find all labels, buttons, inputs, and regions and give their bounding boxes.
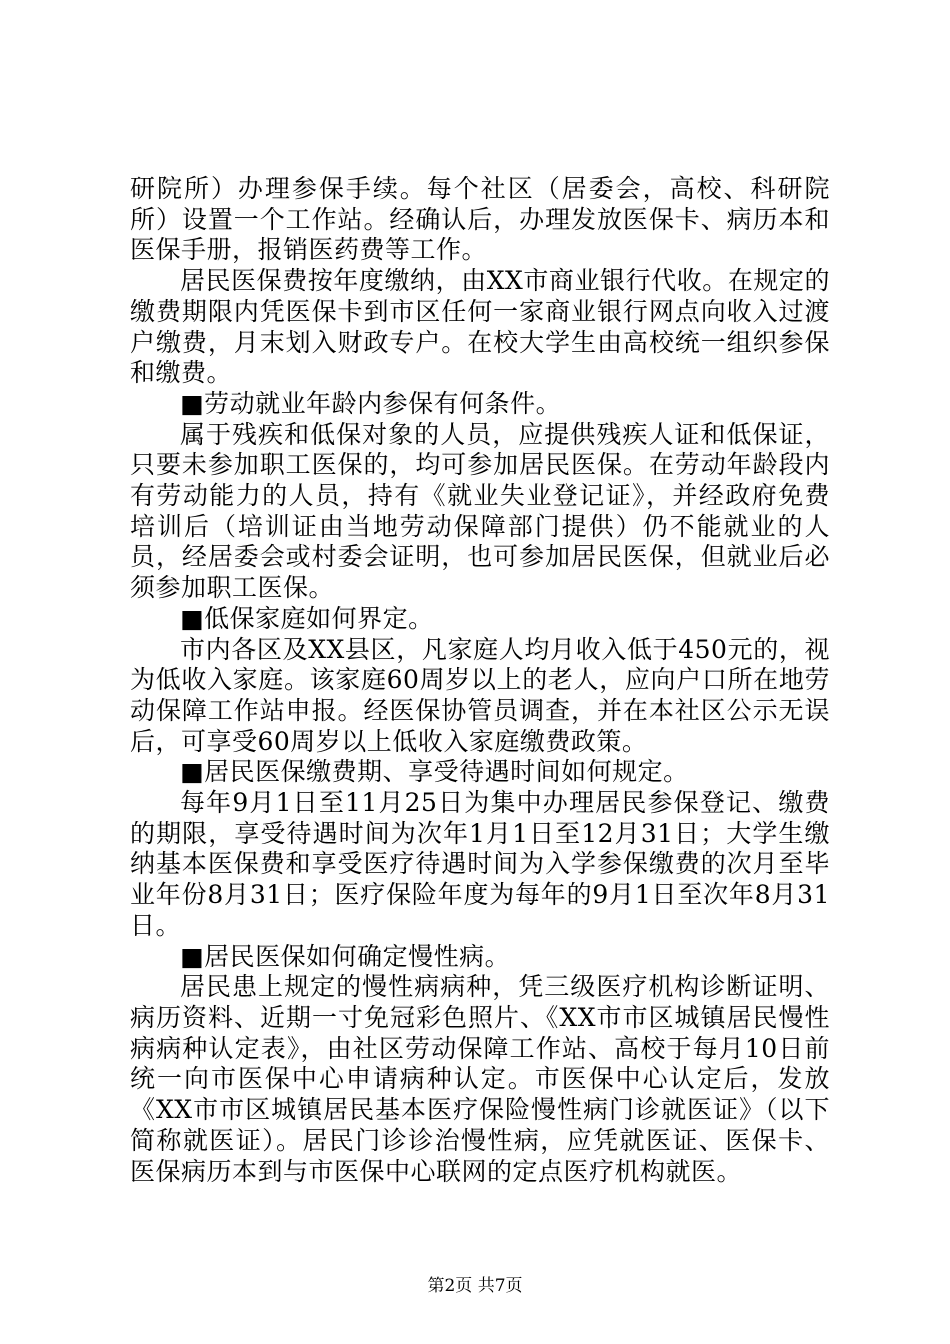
paragraph-continued: 研院所）办理参保手续。每个社区（居委会，高校、科研院所）设置一个工作站。经确认后，办理发放医保卡、病历本和医保手册，报销医药费等工作。: [130, 174, 830, 265]
section-heading-working-age: ■劳动就业年龄内参保有何条件。: [180, 388, 562, 418]
section-heading-chronic-disease: ■居民医保如何确定慢性病。: [180, 941, 511, 971]
section-heading-low-income: ■低保家庭如何界定。: [180, 603, 434, 633]
paragraph-chronic-disease: 居民患上规定的慢性病病种，凭三级医疗机构诊断证明、病历资料、近期一寸免冠彩色照片、《XX市市区城镇居民慢性病病种认定表》，由社区劳动保障工作站、高校于每月10日前统一向市医保中心申请病种认定。市医保中心认定后，发放《XX市市区城镇居民基本医疗保险慢性病门诊就医证》（以下简称就医证）。居民门诊诊治慢性病，应凭就医证、医保卡、医保病历本到与市医保中心联网的定点医疗机构就医。: [130, 972, 830, 1186]
paragraph-payment-period: 每年9月1日至11月25日为集中办理居民参保登记、缴费的期限，享受待遇时间为次年1月1日至12月31日；大学生缴纳基本医保费和享受医疗待遇时间为入学参保缴费的次月至毕业年份8月31日；医疗保险年度为每年的9月1日至次年8月31日。: [130, 788, 830, 940]
section-heading-payment-period: ■居民医保缴费期、享受待遇时间如何规定。: [180, 757, 689, 787]
page-number-footer: 第2页 共7页: [427, 1276, 523, 1296]
document-body: [130, 174, 830, 1187]
paragraph-low-income: 市内各区及XX县区，凡家庭人均月收入低于450元的，视为低收入家庭。该家庭60周岁以上的老人，应向户口所在地劳动保障工作站申报。经医保协管员调查，并在本社区公示无误后，可享受60周岁以上低收入家庭缴费政策。: [130, 634, 830, 756]
paragraph-payment: 居民医保费按年度缴纳，由XX市商业银行代收。在规定的缴费期限内凭医保卡到市区任何一家商业银行网点向收入过渡户缴费，月末划入财政专户。在校大学生由高校统一组织参保和缴费。: [130, 266, 830, 388]
paragraph-working-age: 属于残疾和低保对象的人员，应提供残疾人证和低保证，只要未参加职工医保的，均可参加居民医保。在劳动年龄段内有劳动能力的人员，持有《就业失业登记证》，并经政府免费培训后（培训证由当地劳动保障部门提供）仍不能就业的人员，经居委会或村委会证明，也可参加居民医保，但就业后必须参加职工医保。: [130, 419, 830, 603]
